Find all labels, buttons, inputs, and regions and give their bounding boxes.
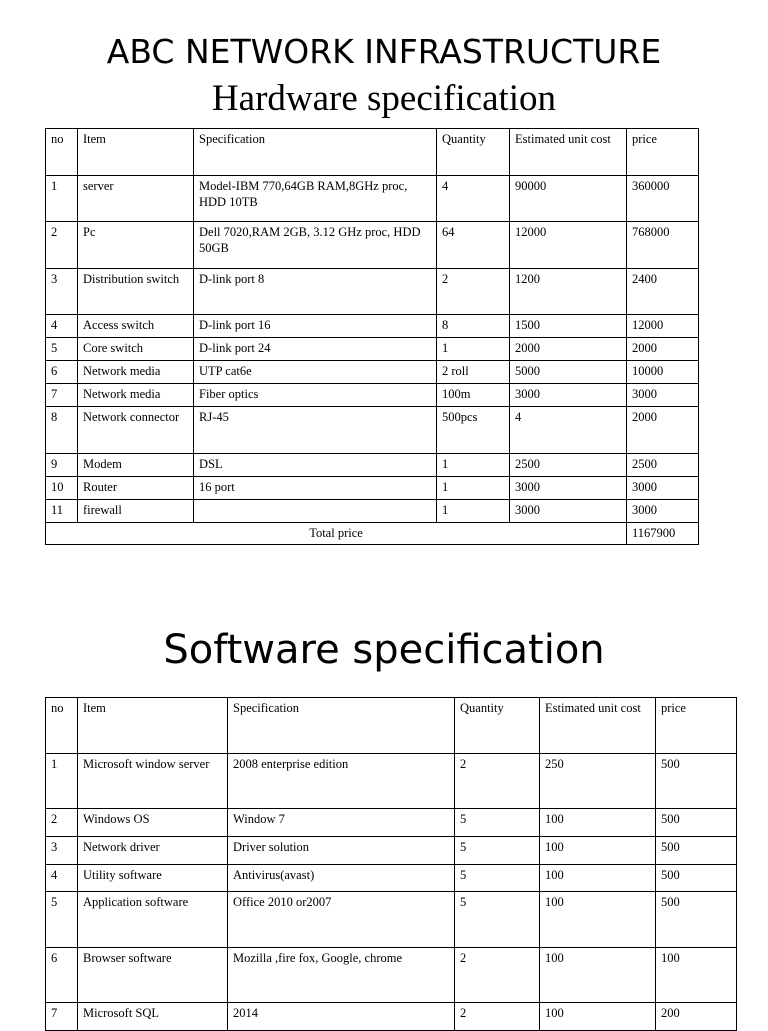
cell-quantity: 2 xyxy=(437,269,510,315)
cell-price: 500 xyxy=(656,865,737,892)
cell-unit-cost: 3000 xyxy=(510,500,627,523)
table-row xyxy=(46,809,737,837)
cell-quantity: 4 xyxy=(437,176,510,222)
table-row xyxy=(46,338,699,361)
table-row xyxy=(46,1003,737,1031)
cell-unit-cost: 1200 xyxy=(510,269,627,315)
cell-quantity: 2 xyxy=(455,1003,540,1031)
table-row xyxy=(46,948,737,1003)
cell-price: 500 xyxy=(656,754,737,809)
cell-price: 2000 xyxy=(627,338,699,361)
cell-no: 2 xyxy=(46,809,78,837)
cell-unit-cost: 100 xyxy=(540,1003,656,1031)
header-cell-unit-cost: Estimated unit cost xyxy=(510,129,627,176)
cell-quantity: 2 roll xyxy=(437,361,510,384)
cell-price: 100 xyxy=(656,948,737,1003)
cell-no: 7 xyxy=(46,384,78,407)
cell-no: 9 xyxy=(46,454,78,477)
cell-quantity: 1 xyxy=(437,477,510,500)
table-row xyxy=(46,477,699,500)
cell-item: server xyxy=(78,176,194,222)
cell-unit-cost: 100 xyxy=(540,948,656,1003)
cell-no: 1 xyxy=(46,754,78,809)
cell-quantity: 5 xyxy=(455,837,540,865)
cell-quantity: 5 xyxy=(455,865,540,892)
cell-specification: D-link port 24 xyxy=(194,338,437,361)
cell-unit-cost: 90000 xyxy=(510,176,627,222)
header-cell-price: price xyxy=(627,129,699,176)
cell-unit-cost: 100 xyxy=(540,865,656,892)
cell-specification: UTP cat6e xyxy=(194,361,437,384)
table-row xyxy=(46,384,699,407)
cell-quantity: 1 xyxy=(437,500,510,523)
cell-price: 768000 xyxy=(627,222,699,269)
total-row xyxy=(46,523,699,545)
cell-price: 500 xyxy=(656,837,737,865)
cell-no: 2 xyxy=(46,222,78,269)
hardware-table xyxy=(45,128,699,545)
cell-item: Distribution switch xyxy=(78,269,194,315)
table-row xyxy=(46,892,737,948)
hardware-heading: Hardware specification xyxy=(211,78,557,119)
cell-specification: Model-IBM 770,64GB RAM,8GHz proc, HDD 10TB xyxy=(194,176,437,222)
cell-no: 1 xyxy=(46,176,78,222)
cell-unit-cost: 4 xyxy=(510,407,627,454)
cell-specification: D-link port 16 xyxy=(194,315,437,338)
cell-specification: Office 2010 or2007 xyxy=(228,892,455,948)
cell-price: 2000 xyxy=(627,407,699,454)
cell-unit-cost: 100 xyxy=(540,892,656,948)
cell-unit-cost: 3000 xyxy=(510,477,627,500)
cell-price: 360000 xyxy=(627,176,699,222)
cell-specification: Fiber optics xyxy=(194,384,437,407)
cell-no: 5 xyxy=(46,892,78,948)
cell-quantity: 8 xyxy=(437,315,510,338)
cell-unit-cost: 12000 xyxy=(510,222,627,269)
header-cell-specification: Specification xyxy=(194,129,437,176)
header-cell-unit-cost: Estimated unit cost xyxy=(540,698,656,754)
cell-quantity: 5 xyxy=(455,892,540,948)
cell-no: 3 xyxy=(46,837,78,865)
cell-quantity: 5 xyxy=(455,809,540,837)
cell-quantity: 2 xyxy=(455,754,540,809)
table-row xyxy=(46,500,699,523)
cell-specification xyxy=(194,500,437,523)
table-row xyxy=(46,176,699,222)
cell-no: 7 xyxy=(46,1003,78,1031)
cell-specification: RJ-45 xyxy=(194,407,437,454)
table-header-row xyxy=(46,129,699,176)
cell-item: Access switch xyxy=(78,315,194,338)
document-title: ABC NETWORK INFRASTRUCTURE xyxy=(106,32,662,71)
cell-item: Utility software xyxy=(78,865,228,892)
table-header-row xyxy=(46,698,737,754)
table-row xyxy=(46,269,699,315)
cell-price: 3000 xyxy=(627,384,699,407)
cell-item: Network media xyxy=(78,361,194,384)
cell-price: 500 xyxy=(656,809,737,837)
cell-item: Network connector xyxy=(78,407,194,454)
cell-unit-cost: 250 xyxy=(540,754,656,809)
cell-no: 8 xyxy=(46,407,78,454)
cell-specification: Window 7 xyxy=(228,809,455,837)
cell-item: Pc xyxy=(78,222,194,269)
cell-no: 4 xyxy=(46,865,78,892)
cell-price: 3000 xyxy=(627,500,699,523)
cell-item: Network media xyxy=(78,384,194,407)
cell-quantity: 64 xyxy=(437,222,510,269)
header-cell-no: no xyxy=(46,129,78,176)
table-row xyxy=(46,315,699,338)
cell-item: Modem xyxy=(78,454,194,477)
cell-price: 3000 xyxy=(627,477,699,500)
cell-item: Microsoft SQL xyxy=(78,1003,228,1031)
total-price-value: 1167900 xyxy=(627,523,699,545)
header-cell-price: price xyxy=(656,698,737,754)
cell-unit-cost: 5000 xyxy=(510,361,627,384)
header-cell-no: no xyxy=(46,698,78,754)
table-row xyxy=(46,361,699,384)
header-cell-item: Item xyxy=(78,129,194,176)
header-cell-quantity: Quantity xyxy=(437,129,510,176)
table-row xyxy=(46,222,699,269)
table-row xyxy=(46,837,737,865)
cell-item: Application software xyxy=(78,892,228,948)
cell-unit-cost: 1500 xyxy=(510,315,627,338)
cell-item: Browser software xyxy=(78,948,228,1003)
cell-quantity: 100m xyxy=(437,384,510,407)
cell-item: Microsoft window server xyxy=(78,754,228,809)
header-cell-specification: Specification xyxy=(228,698,455,754)
cell-no: 3 xyxy=(46,269,78,315)
cell-specification: 2008 enterprise edition xyxy=(228,754,455,809)
cell-item: firewall xyxy=(78,500,194,523)
cell-specification: Driver solution xyxy=(228,837,455,865)
cell-specification: D-link port 8 xyxy=(194,269,437,315)
cell-no: 11 xyxy=(46,500,78,523)
cell-specification: DSL xyxy=(194,454,437,477)
cell-specification: Mozilla ,fire fox, Google, chrome xyxy=(228,948,455,1003)
cell-price: 200 xyxy=(656,1003,737,1031)
cell-price: 10000 xyxy=(627,361,699,384)
cell-specification: 2014 xyxy=(228,1003,455,1031)
cell-quantity: 500pcs xyxy=(437,407,510,454)
cell-no: 6 xyxy=(46,948,78,1003)
cell-no: 4 xyxy=(46,315,78,338)
cell-item: Windows OS xyxy=(78,809,228,837)
cell-quantity: 2 xyxy=(455,948,540,1003)
cell-no: 10 xyxy=(46,477,78,500)
cell-specification: Dell 7020,RAM 2GB, 3.12 GHz proc, HDD 50GB xyxy=(194,222,437,269)
table-row xyxy=(46,407,699,454)
cell-specification: Antivirus(avast) xyxy=(228,865,455,892)
cell-item: Router xyxy=(78,477,194,500)
cell-unit-cost: 100 xyxy=(540,809,656,837)
software-heading: Software specification xyxy=(163,627,605,673)
cell-no: 6 xyxy=(46,361,78,384)
cell-quantity: 1 xyxy=(437,338,510,361)
header-cell-quantity: Quantity xyxy=(455,698,540,754)
cell-unit-cost: 3000 xyxy=(510,384,627,407)
table-row xyxy=(46,754,737,809)
cell-price: 500 xyxy=(656,892,737,948)
cell-unit-cost: 100 xyxy=(540,837,656,865)
cell-price: 12000 xyxy=(627,315,699,338)
table-row xyxy=(46,865,737,892)
cell-price: 2400 xyxy=(627,269,699,315)
cell-no: 5 xyxy=(46,338,78,361)
total-price-label: Total price xyxy=(46,523,627,545)
header-cell-item: Item xyxy=(78,698,228,754)
cell-unit-cost: 2500 xyxy=(510,454,627,477)
cell-unit-cost: 2000 xyxy=(510,338,627,361)
cell-quantity: 1 xyxy=(437,454,510,477)
cell-specification: 16 port xyxy=(194,477,437,500)
cell-item: Core switch xyxy=(78,338,194,361)
cell-item: Network driver xyxy=(78,837,228,865)
table-row xyxy=(46,454,699,477)
cell-price: 2500 xyxy=(627,454,699,477)
software-table xyxy=(45,697,737,1031)
